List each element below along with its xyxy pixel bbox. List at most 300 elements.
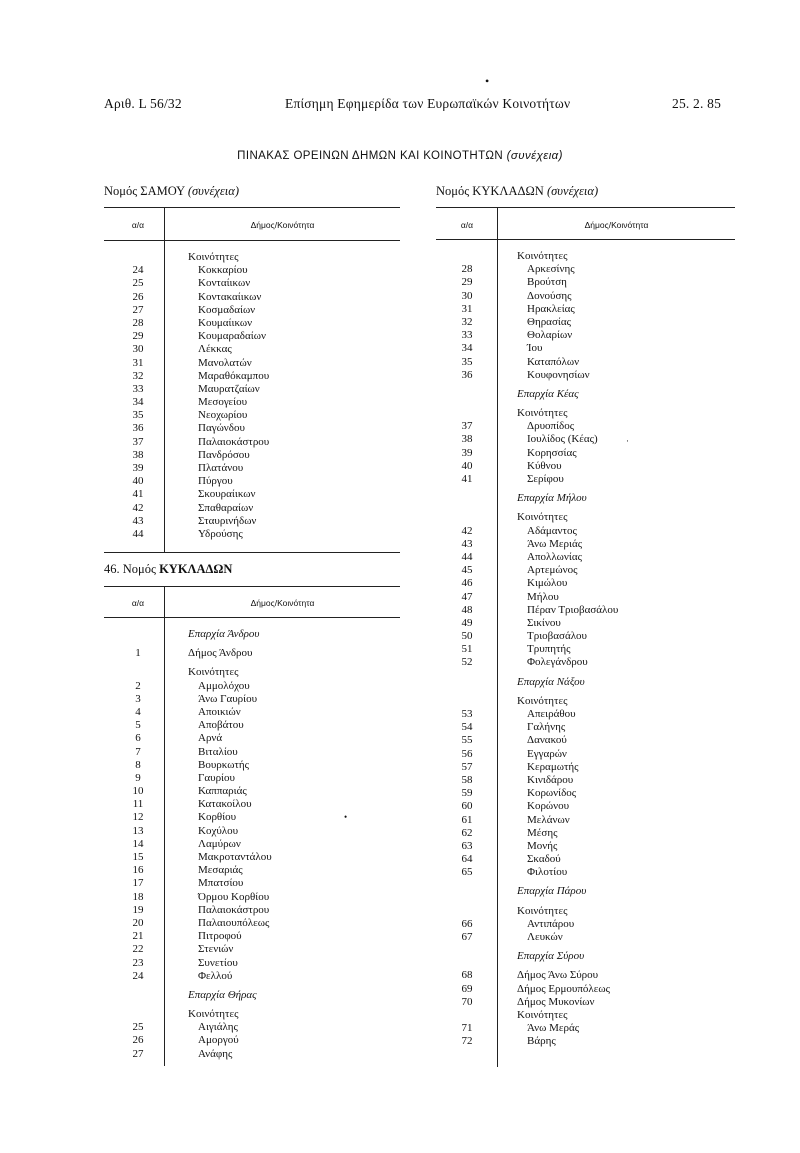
table-row	[114, 475, 404, 488]
table-row	[114, 759, 404, 772]
row-name: Μαραθόκαμπου	[198, 369, 270, 382]
row-name: Τριοβασάλου	[527, 630, 588, 643]
row-number: 40	[132, 475, 144, 488]
row-number: 53	[461, 708, 473, 720]
row-name: Συνετίου	[198, 956, 238, 969]
row-name: Καταπόλων	[527, 355, 580, 368]
row-number: 6	[135, 732, 141, 745]
table-row	[443, 656, 743, 669]
row-number: 28	[132, 316, 144, 329]
group-label-row	[443, 511, 743, 524]
row-name: Παλαιοκάστρου	[198, 903, 270, 916]
table-row	[114, 317, 404, 330]
row-name: Κοσμαδαίων	[198, 303, 256, 316]
row-number: 19	[132, 903, 144, 916]
row-name: Επαρχία Κέας	[517, 387, 579, 400]
row-number: 30	[132, 343, 144, 356]
row-number: 62	[461, 826, 473, 839]
row-name: Ιουλίδος (Κέας)	[527, 433, 598, 446]
row-number: 45	[461, 564, 473, 577]
group-label-row	[443, 695, 743, 708]
samos-heading-suffix: (συνέχεια)	[187, 184, 239, 198]
samos-table-bottom-rule	[104, 552, 400, 553]
table-row	[443, 918, 743, 931]
row-number: 44	[132, 527, 144, 540]
row-number: 69	[461, 982, 473, 995]
row-name: Αρτεμώνος	[527, 564, 578, 577]
row-number: 26	[132, 1034, 144, 1047]
table-row	[443, 734, 743, 747]
district-heading-row	[443, 885, 743, 898]
table-row	[114, 785, 404, 798]
table-row	[443, 303, 743, 316]
row-name: Μπατσίου	[198, 877, 244, 890]
cyclades-cont-col-head-num: α/α	[460, 220, 474, 230]
row-name: Κατακοίλου	[198, 798, 252, 811]
row-name: Αρνά	[198, 732, 223, 745]
table-row	[114, 277, 404, 290]
group-label-row	[114, 251, 404, 264]
row-number: 28	[461, 263, 473, 276]
row-number: 2	[135, 679, 141, 692]
row-number: 64	[461, 853, 473, 866]
table-row	[443, 787, 743, 800]
row-number: 11	[132, 798, 144, 811]
row-number: 32	[461, 315, 473, 328]
row-number: 60	[461, 800, 473, 813]
row-name: Άνω Γαυρίου	[198, 692, 258, 705]
district-heading-row	[443, 492, 743, 505]
table-row	[443, 538, 743, 551]
row-number: 20	[132, 916, 144, 929]
row-number: 24	[132, 969, 144, 982]
row-name: Κορωνίδος	[527, 787, 577, 800]
row-name: Δήμος Άνδρου	[188, 647, 253, 660]
row-number: 34	[461, 342, 473, 355]
table-row	[114, 864, 404, 877]
table-row	[443, 827, 743, 840]
row-number: 12	[132, 811, 144, 824]
table-row	[114, 877, 404, 890]
row-name: Παλαιουπόλεως	[198, 916, 270, 929]
row-number: 59	[461, 787, 473, 800]
table-row	[114, 957, 404, 970]
row-name: Κουμαραδαίων	[198, 330, 266, 343]
row-name: Θηρασίας	[527, 315, 571, 328]
row-name: Καππαριάς	[198, 785, 247, 798]
table-row	[443, 433, 743, 446]
row-number: 21	[132, 930, 144, 943]
cyclades-cont-table-head-rule	[436, 239, 735, 240]
table-row	[443, 356, 743, 369]
row-name: Αντιπάρου	[527, 917, 575, 930]
samos-table-head-rule	[104, 240, 400, 241]
row-number: 66	[461, 917, 473, 930]
row-name: Κοχύλου	[198, 824, 239, 837]
row-number: 67	[461, 931, 473, 943]
row-name: Κοινότητες	[517, 694, 568, 707]
row-number: 71	[461, 1022, 473, 1035]
table-row	[114, 706, 404, 719]
table-row	[114, 851, 404, 864]
cyclades-heading-number: 46.	[104, 562, 120, 576]
row-name: Κιμώλου	[527, 577, 568, 590]
row-name: Λευκών	[527, 931, 563, 943]
row-number: 3	[135, 692, 141, 705]
row-name: Αιγιάλης	[198, 1021, 238, 1034]
table-row	[114, 811, 404, 824]
table-row	[443, 420, 743, 433]
row-number: 47	[461, 590, 473, 603]
table-row	[443, 708, 743, 721]
row-name: Βιταλίου	[198, 745, 238, 758]
row-number: 38	[132, 448, 144, 461]
table-row	[443, 276, 743, 289]
table-row	[443, 342, 743, 355]
row-number: 39	[461, 446, 473, 459]
row-name: Κορώνου	[527, 800, 570, 813]
cyclades-cont-table-body	[443, 250, 743, 1049]
table-row	[443, 369, 743, 382]
page-title-suffix: (συνέχεια)	[506, 150, 563, 162]
cyclades-table-top-rule	[104, 586, 400, 587]
group-label-row	[443, 905, 743, 918]
row-number: 35	[132, 409, 144, 422]
row-name: Κεραμωτής	[527, 760, 579, 773]
row-number: 41	[461, 473, 473, 485]
row-name: Ίου	[527, 342, 543, 355]
samos-section-heading	[104, 184, 239, 199]
table-row	[443, 473, 743, 486]
district-heading-row	[114, 989, 404, 1002]
row-number: 58	[461, 773, 473, 786]
row-name: Κορησσίας	[527, 446, 577, 459]
table-row	[114, 422, 404, 435]
table-row	[114, 917, 404, 930]
row-number: 13	[132, 824, 144, 837]
table-row	[114, 772, 404, 785]
row-name: Ανάφης	[198, 1047, 233, 1060]
table-row	[443, 774, 743, 787]
table-row	[114, 343, 404, 356]
row-name: Κοινότητες	[517, 1008, 568, 1021]
row-number: 39	[132, 462, 144, 474]
row-number: 16	[132, 864, 144, 877]
row-number: 42	[132, 501, 144, 514]
row-name: Μεσογείου	[198, 396, 248, 409]
table-row	[114, 409, 404, 422]
table-row	[114, 370, 404, 383]
cyclades-heading-name: ΚΥΚΛΑΔΩΝ	[159, 562, 233, 576]
row-name: Στενιών	[198, 943, 234, 956]
row-name: Μακροταντάλου	[198, 851, 272, 863]
row-number: 7	[135, 745, 141, 758]
row-name: Υδρούσης	[198, 527, 243, 540]
row-number: 43	[132, 514, 144, 527]
row-name: Κοκκαρίου	[198, 264, 248, 277]
cyclades-heading-prefix: Νομός	[122, 562, 160, 576]
row-number: 24	[132, 264, 144, 277]
row-name: Κύθνου	[527, 459, 562, 472]
table-row	[443, 564, 743, 577]
table-row	[114, 449, 404, 462]
row-name: Σικίνου	[527, 616, 561, 629]
row-number: 44	[461, 550, 473, 563]
header-issue-number: Αριθ. L 56/32	[104, 96, 182, 111]
row-name: Δήμος Ερμουπόλεως	[517, 982, 610, 995]
cyclades-cont-section-heading	[436, 184, 598, 199]
group-label-row	[443, 407, 743, 420]
row-name: Άνω Μεράς	[527, 1022, 580, 1035]
row-number: 34	[132, 396, 144, 409]
table-row	[114, 528, 404, 541]
samos-col-head-num: α/α	[131, 220, 145, 230]
table-row	[443, 1035, 743, 1048]
row-number: 41	[132, 488, 144, 501]
table-row	[114, 515, 404, 528]
cyclades-cont-heading-suffix: (συνέχεια)	[546, 184, 599, 198]
row-number: 35	[461, 355, 473, 368]
table-row	[114, 647, 404, 660]
row-name: Δονούσης	[527, 289, 572, 302]
row-number: 33	[132, 382, 144, 395]
row-number: 63	[461, 839, 473, 852]
row-number: 27	[132, 303, 144, 316]
row-name: Μανολατών	[198, 356, 252, 369]
row-name: Νεοχωρίου	[198, 409, 248, 422]
row-name: Παγώνδου	[198, 422, 245, 435]
row-number: 37	[461, 420, 473, 433]
speck-mark: •	[485, 74, 490, 88]
table-row	[443, 721, 743, 734]
row-number: 17	[132, 877, 144, 890]
group-label-row	[114, 1008, 404, 1021]
row-number: 40	[461, 459, 473, 472]
row-name: Βάρης	[527, 1035, 556, 1048]
cyclades-col-head-num: α/α	[131, 598, 145, 608]
row-number: 38	[461, 433, 473, 446]
row-number: 36	[461, 368, 473, 381]
table-row	[114, 825, 404, 838]
table-row	[443, 761, 743, 774]
row-number: 51	[461, 643, 473, 656]
row-number: 9	[135, 771, 141, 784]
row-number: 10	[132, 785, 144, 798]
table-row	[114, 930, 404, 943]
cyclades-cont-heading-prefix: Νομός ΚΥΚΛΑΔΩΝ	[436, 184, 547, 198]
table-row	[114, 304, 404, 317]
row-name: Κοντακαίικων	[198, 290, 262, 303]
row-number: 68	[461, 969, 473, 982]
table-row	[114, 462, 404, 475]
row-number: 22	[132, 943, 144, 956]
row-number: 61	[461, 813, 473, 826]
table-row	[114, 502, 404, 515]
table-row	[114, 891, 404, 904]
table-row	[114, 264, 404, 277]
row-name: Μέσης	[527, 826, 558, 839]
header-journal-title: Επίσημη Εφημερίδα των Ευρωπαϊκών Κοινοτήτων	[285, 96, 571, 111]
row-name: Κοινότητες	[517, 407, 568, 420]
cyclades-cont-col-head-name: Δήμος/Κοινότητα	[584, 220, 649, 230]
table-row	[114, 1048, 404, 1061]
table-row	[443, 643, 743, 656]
row-name: Μονής	[527, 839, 558, 852]
table-row	[443, 263, 743, 276]
table-row	[443, 853, 743, 866]
cyclades-cont-table-top-rule	[436, 207, 735, 208]
row-name: Γαυρίου	[198, 771, 235, 784]
row-number: 29	[132, 330, 144, 343]
table-row	[443, 748, 743, 761]
table-row	[114, 357, 404, 370]
row-name: Πιτροφού	[198, 930, 242, 943]
row-name: Κουφονησίων	[527, 368, 590, 381]
table-row	[114, 838, 404, 851]
row-number: 33	[461, 329, 473, 342]
row-name: Βρούτση	[527, 276, 567, 289]
row-name: Σταυρινήδων	[198, 514, 257, 527]
row-name: Αποβάτου	[198, 719, 244, 732]
row-name: Σερίφου	[527, 473, 564, 485]
row-name: Εγγαρών	[527, 747, 567, 760]
group-label-row	[443, 250, 743, 263]
row-name: Μαυρατζαίων	[198, 382, 260, 395]
row-name: Σκαδού	[527, 853, 561, 866]
table-row	[443, 866, 743, 879]
row-number: 48	[461, 603, 473, 616]
page-title-main: ΠΙΝΑΚΑΣ ΟΡΕΙΝΩΝ ΔΗΜΩΝ ΚΑΙ ΚΟΙΝΟΤΗΤΩΝ	[237, 150, 504, 162]
row-name: Κοινότητες	[517, 904, 568, 917]
samos-table-top-rule	[104, 207, 400, 208]
row-number: 43	[461, 537, 473, 550]
table-row	[114, 1021, 404, 1034]
row-name: Λαμύρων	[198, 837, 241, 850]
row-name: Άνω Μεριάς	[527, 537, 583, 550]
row-name: Πέραν Τριοβασάλου	[527, 603, 619, 616]
row-name: Κουμαίικων	[198, 316, 253, 329]
table-row	[114, 1034, 404, 1047]
table-row	[443, 447, 743, 460]
row-name: Κινιδάρου	[527, 773, 574, 786]
table-row	[114, 680, 404, 693]
table-row	[114, 396, 404, 409]
table-row	[443, 316, 743, 329]
row-number: 25	[132, 277, 144, 290]
row-number: 15	[132, 851, 144, 863]
row-number: 1	[135, 647, 141, 660]
table-row	[114, 798, 404, 811]
row-number: 49	[461, 616, 473, 629]
table-row	[443, 591, 743, 604]
row-number: 70	[461, 995, 473, 1008]
cyclades-col-head-name: Δήμος/Κοινότητα	[250, 598, 315, 608]
table-row	[114, 330, 404, 343]
row-name: Κοινότητες	[188, 666, 239, 679]
row-name: Αμοργού	[198, 1034, 239, 1047]
table-row	[443, 329, 743, 342]
cyclades-table-body	[114, 628, 404, 1061]
row-name: Γαλήνης	[527, 721, 566, 734]
table-row	[114, 732, 404, 745]
row-name: Επαρχία Μήλου	[517, 492, 587, 505]
cyclades-section-heading	[104, 562, 232, 577]
district-heading-row	[114, 628, 404, 641]
row-number: 14	[132, 837, 144, 850]
row-name: Κοινότητες	[517, 511, 568, 524]
row-name: Παλαιοκάστρου	[198, 435, 270, 448]
samos-table-body	[114, 251, 404, 541]
row-number: 37	[132, 435, 144, 448]
row-name: Μήλου	[527, 590, 559, 603]
row-name: Επαρχία Πάρου	[517, 885, 587, 898]
row-name: Όρμου Κορθίου	[198, 890, 270, 903]
row-number: 27	[132, 1047, 144, 1060]
row-number: 25	[132, 1021, 144, 1034]
row-name: Φελλού	[198, 969, 233, 982]
row-number: 57	[461, 760, 473, 773]
row-number: 55	[461, 734, 473, 747]
row-name: Βουρκωτής	[198, 758, 249, 771]
table-row	[443, 525, 743, 538]
speck-mark-2: •	[344, 812, 348, 822]
row-number: 46	[461, 577, 473, 590]
table-row	[443, 604, 743, 617]
row-name: Πύργου	[198, 475, 233, 488]
district-heading-row	[443, 950, 743, 963]
table-row	[114, 693, 404, 706]
row-number: 23	[132, 956, 144, 969]
row-name: Πλατάνου	[198, 462, 244, 474]
row-name: Δήμος Μυκονίων	[517, 995, 595, 1008]
row-name: Σκουραίικων	[198, 488, 256, 501]
row-name: Κοινότητες	[188, 251, 239, 263]
table-row	[443, 969, 743, 982]
row-name: Επαρχία Σύρου	[517, 950, 585, 963]
table-row	[443, 840, 743, 853]
row-name: Αδάμαντος	[527, 524, 577, 537]
row-number: 52	[461, 656, 473, 669]
table-row	[443, 617, 743, 630]
group-label-row	[114, 666, 404, 679]
cyclades-table-head-rule	[104, 617, 400, 618]
table-row	[114, 746, 404, 759]
table-row	[443, 1022, 743, 1035]
page-title	[0, 150, 800, 162]
row-number: 31	[461, 302, 473, 315]
row-name: Αποικιών	[198, 705, 241, 718]
table-row	[114, 719, 404, 732]
row-name: Ηρακλείας	[527, 302, 575, 315]
row-name: Αμμολόχου	[198, 679, 250, 692]
row-name: Απειράθου	[527, 708, 576, 720]
row-name: Λέκκας	[198, 343, 232, 356]
row-name: Θολαρίων	[527, 329, 573, 342]
row-name: Κορθίου	[198, 811, 237, 824]
row-name: Φιλοτίου	[527, 866, 568, 879]
row-name: Φολεγάνδρου	[527, 656, 588, 669]
row-name: Κοινότητες	[188, 1008, 239, 1021]
row-number: 8	[135, 758, 141, 771]
row-number: 36	[132, 422, 144, 435]
row-name: Αρκεσίνης	[527, 263, 575, 276]
row-number: 32	[132, 369, 144, 382]
table-row	[443, 630, 743, 643]
row-name: Μελάνων	[527, 813, 570, 826]
row-number: 26	[132, 290, 144, 303]
row-name: Επαρχία Άνδρου	[188, 628, 260, 640]
table-row	[114, 383, 404, 396]
